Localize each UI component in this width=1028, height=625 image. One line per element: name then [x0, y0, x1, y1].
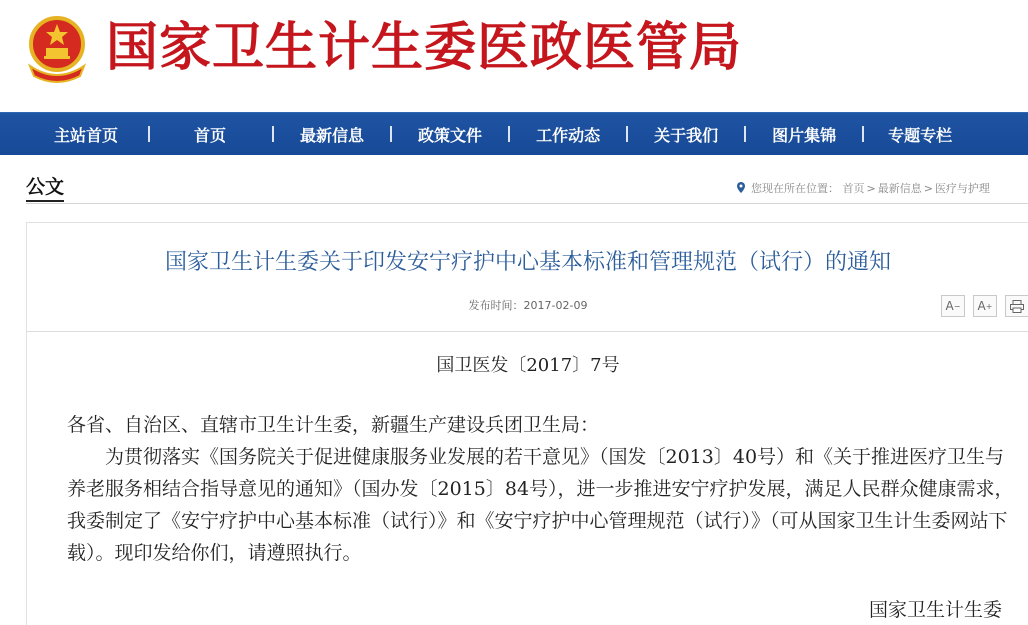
- font-smaller-button[interactable]: A −: [941, 295, 965, 317]
- nav-separator: [390, 126, 392, 142]
- site-header: [0, 0, 1028, 112]
- nav-separator: [744, 126, 746, 142]
- font-larger-label: A: [977, 299, 986, 313]
- breadcrumb-bar: [0, 154, 1028, 210]
- breadcrumb-separator: >: [923, 182, 933, 195]
- nav-separator: [148, 126, 150, 142]
- document-number: 国卫医发〔2017〕7号: [436, 355, 620, 376]
- nav-item-about[interactable]: 关于我们: [654, 125, 719, 145]
- breadcrumb-separator: >: [866, 182, 876, 195]
- publish-label: 发布时间：: [468, 299, 524, 312]
- nav-separator: [272, 126, 274, 142]
- font-larger-button[interactable]: A +: [973, 295, 997, 317]
- main-nav: [0, 112, 1028, 155]
- location-pin-icon: [737, 182, 745, 193]
- article-body: [67, 409, 1017, 569]
- site-title: 国家卫生计生委医政医管局: [106, 18, 743, 78]
- breadcrumb: [737, 180, 990, 196]
- font-smaller-label: A: [945, 299, 954, 313]
- publish-date: 2017-02-09: [523, 299, 588, 312]
- body-paragraph: 为贯彻落实《国务院关于促进健康服务业发展的若干意见》（国发〔2013〕40号）和《关于推进医疗卫生与养老服务相结合指导意见的通知》（国办发〔2015〕84号），进一步推进安宁疗护发展，满足人民群众健康需求，我委制定了《安宁疗护中心基本标准（试行）》和《安宁疗护中心管理规范（试行）》（可从国家卫生计生委网站下载）。现印发给你们，请遵照执行。: [67, 446, 1014, 564]
- nav-item-gallery[interactable]: 图片集锦: [772, 125, 837, 145]
- breadcrumb-home[interactable]: 首页: [842, 182, 865, 195]
- nav-item-policy[interactable]: 政策文件: [418, 125, 483, 145]
- breadcrumb-medical-nursing[interactable]: 医疗与护理: [934, 182, 990, 195]
- nav-item-main-home[interactable]: 主站首页: [54, 125, 119, 145]
- nav-separator: [508, 126, 510, 142]
- nav-item-work-news[interactable]: 工作动态: [536, 125, 601, 145]
- nav-separator: [862, 126, 864, 142]
- print-button[interactable]: [1005, 295, 1028, 317]
- divider: [27, 331, 1028, 332]
- signature: 国家卫生计生委: [869, 599, 1003, 621]
- addressee: 各省、自治区、直辖市卫生计生委，新疆生产建设兵团卫生局：: [67, 414, 600, 436]
- print-icon: [1010, 300, 1024, 313]
- section-title: 公文: [26, 176, 64, 202]
- article-panel: [26, 222, 1028, 625]
- divider: [26, 203, 1028, 204]
- national-emblem-icon: [24, 14, 90, 84]
- nav-item-special[interactable]: 专题专栏: [888, 125, 953, 145]
- publish-meta: [27, 297, 1028, 313]
- article-tools: [941, 295, 1028, 317]
- location-label: 您现在所在位置：: [751, 182, 839, 195]
- nav-separator: [626, 126, 628, 142]
- nav-item-home[interactable]: 首页: [194, 125, 227, 145]
- nav-item-latest[interactable]: 最新信息: [300, 125, 365, 145]
- breadcrumb-latest[interactable]: 最新信息: [877, 182, 922, 195]
- article-title: 国家卫生计生委关于印发安宁疗护中心基本标准和管理规范（试行）的通知: [164, 250, 891, 275]
